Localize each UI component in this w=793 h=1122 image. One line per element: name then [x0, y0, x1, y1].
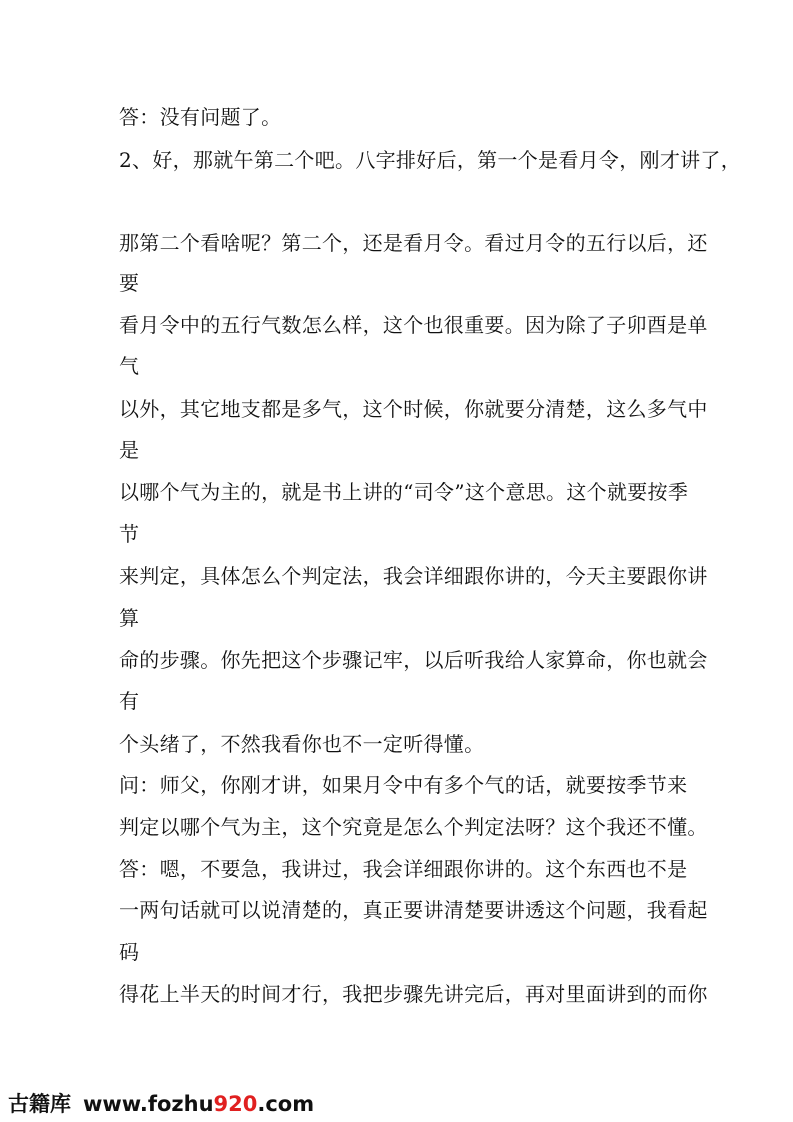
- text-line: 节: [119, 522, 140, 546]
- text-line: 问：师父，你刚才讲，如果月令中有多个气的话，就要按季节来: [119, 773, 688, 797]
- text-line: 2、好，那就午第二个吧。八字排好后，第一个是看月令，刚才讲了，: [119, 148, 742, 172]
- text-line: 以哪个气为主的，就是书上讲的“司令”这个意思。这个就要按季: [119, 480, 689, 504]
- site-name: 古籍库: [8, 1092, 71, 1116]
- text-line: 一两句话就可以说清楚的，真正要讲清楚要讲透这个问题，我看起: [119, 898, 708, 922]
- text-line: 要: [119, 271, 140, 295]
- text-line: 是: [119, 438, 140, 462]
- text-line: 看月令中的五行气数怎么样，这个也很重要。因为除了子卯酉是单: [119, 313, 708, 337]
- text-line: 码: [119, 940, 140, 964]
- site-watermark: [8, 1088, 314, 1118]
- site-url-number: 920: [213, 1092, 258, 1116]
- text-line: 以外，其它地支都是多气，这个时候，你就要分清楚，这么多气中: [119, 397, 708, 421]
- text-line: 那第二个看啥呢？第二个，还是看月令。看过月令的五行以后，还: [119, 231, 708, 255]
- text-line: 气: [119, 354, 140, 378]
- text-line: 算: [119, 606, 140, 630]
- text-line: 答：没有问题了。: [119, 105, 282, 129]
- text-line: 答：嗯，不要急，我讲过，我会详细跟你讲的。这个东西也不是: [119, 857, 688, 881]
- text-line: 个头绪了，不然我看你也不一定听得懂。: [119, 732, 485, 756]
- site-url-suffix: .com: [257, 1092, 315, 1116]
- text-line: 判定以哪个气为主，这个究竟是怎么个判定法呀？这个我还不懂。: [119, 815, 708, 839]
- site-url-prefix: www.fozhu: [83, 1092, 214, 1116]
- text-line: 得花上半天的时间才行，我把步骤先讲完后，再对里面讲到的而你: [119, 982, 708, 1006]
- text-line: 有: [119, 689, 140, 713]
- text-line: 来判定，具体怎么个判定法，我会详细跟你讲的，今天主要跟你讲: [119, 564, 708, 588]
- text-line: 命的步骤。你先把这个步骤记牢，以后听我给人家算命，你也就会: [119, 648, 708, 672]
